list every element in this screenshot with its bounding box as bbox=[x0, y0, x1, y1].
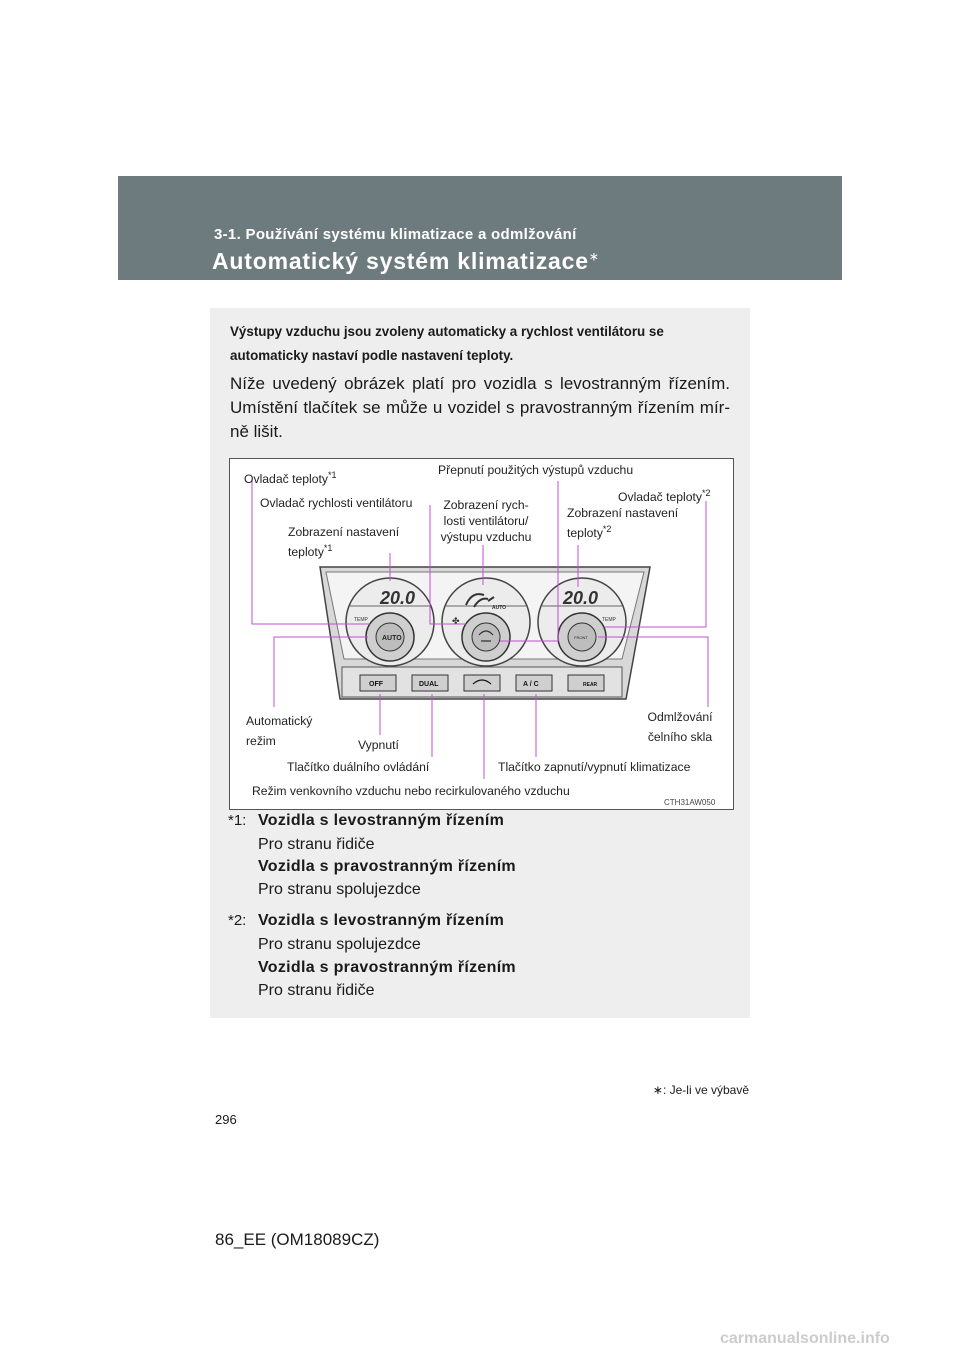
right-temp-label: TEMP bbox=[602, 617, 616, 623]
label-defog bbox=[630, 709, 730, 745]
fan-icon: ✤ bbox=[452, 616, 460, 626]
note-1-mark: *1: bbox=[228, 812, 247, 829]
label-fan-display-l1: Zobrazení rych- bbox=[443, 498, 529, 512]
note-1-line-3: Vozidla s pravostranným řízením bbox=[258, 858, 516, 875]
label-auto-mode-l1: Automatický bbox=[246, 714, 313, 728]
label-temp-display-2-l1: Zobrazení nastavení bbox=[567, 506, 679, 520]
off-button-label: OFF bbox=[369, 681, 383, 688]
label-temp-display-1 bbox=[288, 524, 399, 560]
auto-button-label: AUTO bbox=[382, 635, 402, 642]
label-defog-l1: Odmlžování bbox=[647, 710, 713, 724]
rear-defog-label: REAR bbox=[583, 682, 598, 688]
label-fan-speed-ctrl: Ovladač rychlosti ventilátoru bbox=[260, 496, 413, 510]
note-2-mark: *2: bbox=[228, 912, 247, 929]
section-title: 3-1. Používání systému klimatizace a odmlžování bbox=[214, 226, 577, 243]
label-auto-mode-l2: režim bbox=[246, 734, 276, 748]
figure-code: CTH31AW050 bbox=[664, 798, 716, 807]
ac-button-label: A / C bbox=[523, 681, 539, 688]
note-2-line-2: Pro stranu spolujezdce bbox=[258, 936, 421, 953]
label-temp-ctrl-2-text: Ovladač teploty bbox=[618, 490, 703, 505]
label-fan-display-l2: losti ventilátoru/ bbox=[443, 514, 529, 528]
optional-equipment-footnote: ∗: Je-li ve výbavě bbox=[652, 1083, 749, 1097]
label-fan-display-l3: výstupu vzduchu bbox=[440, 530, 532, 544]
label-dual-button: Tlačítko duálního ovládání bbox=[287, 760, 430, 774]
section-header bbox=[118, 176, 842, 280]
label-temp-display-2-l2: teploty bbox=[567, 526, 603, 541]
label-temp-display-1-l2: teploty bbox=[288, 545, 324, 560]
label-temp-ctrl-1-sup: *1 bbox=[328, 470, 337, 480]
label-defog-l2: čelního skla bbox=[647, 730, 713, 744]
label-temp-display-2 bbox=[567, 505, 678, 541]
page-title bbox=[212, 248, 600, 275]
label-auto-mode bbox=[246, 713, 312, 749]
right-temp-display: 20.0 bbox=[563, 588, 599, 608]
defog-button-label: FRONT bbox=[574, 635, 588, 640]
recirc-button[interactable] bbox=[464, 675, 500, 691]
left-temp-label: TEMP bbox=[354, 617, 368, 623]
note-1-line-4: Pro stranu spolujezdce bbox=[258, 881, 421, 898]
note-1-line-1: Vozidla s levostranným řízením bbox=[258, 812, 505, 829]
label-temp-display-1-l1: Zobrazení nastavení bbox=[288, 525, 400, 539]
label-fan-display bbox=[436, 497, 536, 545]
label-outlet-switch: Přepnutí použitých výstupů vzduchu bbox=[438, 463, 634, 477]
label-temp-display-1-sup: *1 bbox=[323, 543, 333, 553]
center-auto-indicator: AUTO bbox=[492, 605, 507, 611]
optional-equipment-mark: ∗ bbox=[588, 249, 600, 264]
intro-summary: Výstupy vzduchu jsou zvoleny automaticky a rychlost ventilátoru se automaticky nastaví podle nastavení teploty. bbox=[230, 324, 664, 363]
label-temp-ctrl-1-text: Ovladač teploty bbox=[244, 472, 329, 487]
label-ac-button: Tlačítko zapnutí/vypnutí klimatizace bbox=[498, 760, 691, 774]
label-off: Vypnutí bbox=[358, 738, 399, 752]
label-temp-ctrl-2 bbox=[618, 485, 711, 505]
note-2-line-4: Pro stranu řidiče bbox=[258, 982, 375, 999]
outlet-mode-button[interactable] bbox=[472, 623, 500, 651]
document-id: 86_EE (OM18089CZ) bbox=[215, 1230, 380, 1249]
intro-text: Níže uvedený obrázek platí pro vozidla s levostranným řízením. Umístění tlačítek se může u vozidel s pravostranným řízením mír-ně lišit. bbox=[230, 374, 730, 441]
label-temp-ctrl-1 bbox=[244, 467, 337, 487]
note-2-line-1: Vozidla s levostranným řízením bbox=[258, 912, 505, 929]
dual-button-label: DUAL bbox=[419, 681, 439, 688]
page-title-text: Automatický systém klimatizace bbox=[212, 248, 589, 274]
page-number: 296 bbox=[215, 1112, 237, 1127]
label-temp-ctrl-2-sup: *2 bbox=[702, 488, 711, 498]
note-2-line-3: Vozidla s pravostranným řízením bbox=[258, 959, 516, 976]
climate-control-illustration bbox=[229, 458, 734, 810]
watermark: carmanualsonline.info bbox=[720, 1330, 890, 1347]
label-recirc-mode: Režim venkovního vzduchu nebo recirkulovaného vzduchu bbox=[252, 784, 570, 798]
note-1-line-2: Pro stranu řidiče bbox=[258, 836, 375, 853]
left-temp-display: 20.0 bbox=[380, 588, 416, 608]
label-temp-display-2-sup: *2 bbox=[602, 524, 612, 534]
